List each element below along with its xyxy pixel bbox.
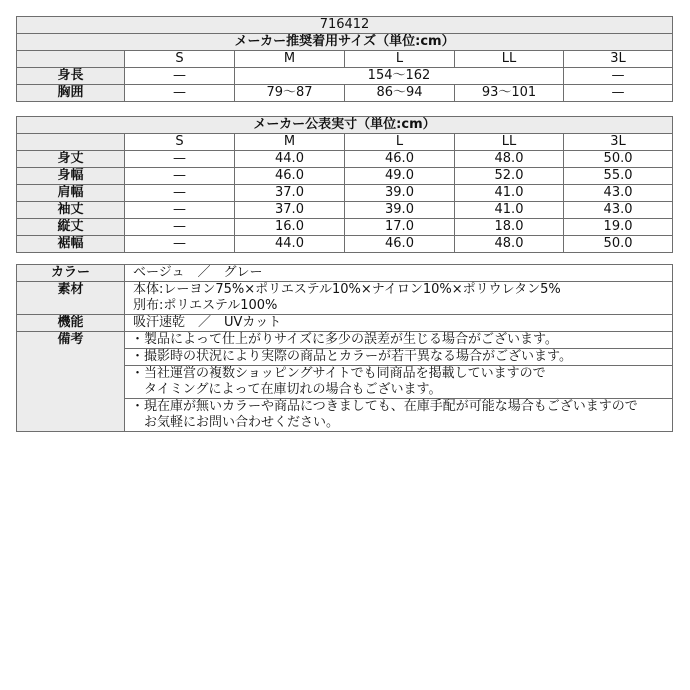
spec-table: [16, 264, 673, 432]
measure-value: 18.0: [455, 219, 564, 236]
note-line: タイミングによって在庫切れの場合もございます。: [131, 382, 442, 397]
measured-size-table: [16, 116, 673, 253]
measure-value: 44.0: [235, 236, 345, 253]
material-line: 別布:ポリエステル100%: [133, 298, 278, 313]
size-header: L: [345, 51, 455, 68]
measure-value: 16.0: [235, 219, 345, 236]
measure-value: 55.0: [564, 168, 673, 185]
height-range: 154〜162: [235, 68, 564, 85]
spec-value-color: ベージュ ／ グレー: [125, 265, 673, 282]
table-row: [17, 168, 673, 185]
measure-value: —: [125, 202, 235, 219]
spec-value-material: [125, 282, 673, 315]
measure-value: 17.0: [345, 219, 455, 236]
note-item: [125, 332, 673, 349]
measure-value: 41.0: [455, 202, 564, 219]
spec-label-notes: 備考: [17, 332, 125, 432]
measure-value: 50.0: [564, 151, 673, 168]
row-label-height: 身長: [17, 68, 125, 85]
note-line: ・製品によって仕上がりサイズに多少の誤差が生じる場合がございます。: [131, 332, 558, 347]
header-blank: [17, 51, 125, 68]
chest-value: —: [125, 85, 235, 102]
spec-value-function: 吸汗速乾 ／ UVカット: [125, 315, 673, 332]
row-label: 身幅: [17, 168, 125, 185]
measure-value: 37.0: [235, 202, 345, 219]
height-s: —: [125, 68, 235, 85]
note-line: ・撮影時の状況により実際の商品とカラーが若干異なる場合がございます。: [131, 349, 572, 364]
measure-value: —: [125, 185, 235, 202]
measure-value: 43.0: [564, 202, 673, 219]
header-blank: [17, 134, 125, 151]
measure-value: 43.0: [564, 185, 673, 202]
table-row: [17, 236, 673, 253]
measure-value: 46.0: [235, 168, 345, 185]
size-header: M: [235, 51, 345, 68]
measure-value: 19.0: [564, 219, 673, 236]
chest-value: 93〜101: [455, 85, 564, 102]
recommended-title: メーカー推奨着用サイズ（単位:cm）: [17, 34, 673, 51]
spec-label-material: 素材: [17, 282, 125, 315]
row-label-chest: 胸囲: [17, 85, 125, 102]
row-label: 袖丈: [17, 202, 125, 219]
chest-value: 79〜87: [235, 85, 345, 102]
measure-value: 49.0: [345, 168, 455, 185]
measure-value: —: [125, 236, 235, 253]
measure-value: 44.0: [235, 151, 345, 168]
spec-label-color: カラー: [17, 265, 125, 282]
size-header: M: [235, 134, 345, 151]
row-label: 裾幅: [17, 236, 125, 253]
measure-value: 39.0: [345, 185, 455, 202]
measured-title: メーカー公表実寸（単位:cm）: [17, 117, 673, 134]
note-line: お気軽にお問い合わせください。: [131, 415, 340, 430]
size-header: 3L: [564, 51, 673, 68]
measure-value: —: [125, 151, 235, 168]
size-header: L: [345, 134, 455, 151]
measure-value: —: [125, 219, 235, 236]
spec-label-function: 機能: [17, 315, 125, 332]
note-line: ・当社運営の複数ショッピングサイトでも同商品を掲載していますので: [131, 366, 546, 381]
size-header: LL: [455, 134, 564, 151]
measure-value: —: [125, 168, 235, 185]
row-label: 身丈: [17, 151, 125, 168]
note-item: [125, 366, 673, 399]
size-header: S: [125, 51, 235, 68]
table-row: [17, 202, 673, 219]
recommended-size-table: [16, 16, 673, 102]
height-3l: —: [564, 68, 673, 85]
table-row: [17, 151, 673, 168]
note-item: [125, 399, 673, 432]
material-line: 本体:レーヨン75%×ポリエステル10%×ナイロン10%×ポリウレタン5%: [133, 282, 561, 297]
measure-value: 39.0: [345, 202, 455, 219]
note-item: [125, 349, 673, 366]
measure-value: 46.0: [345, 151, 455, 168]
row-label: 肩幅: [17, 185, 125, 202]
chest-value: —: [564, 85, 673, 102]
measure-value: 48.0: [455, 236, 564, 253]
table-row: [17, 219, 673, 236]
measure-value: 37.0: [235, 185, 345, 202]
measure-value: 46.0: [345, 236, 455, 253]
measure-value: 48.0: [455, 151, 564, 168]
measure-value: 50.0: [564, 236, 673, 253]
size-header: S: [125, 134, 235, 151]
size-header: LL: [455, 51, 564, 68]
product-code: 716412: [17, 17, 673, 34]
measure-value: 52.0: [455, 168, 564, 185]
chest-value: 86〜94: [345, 85, 455, 102]
note-line: ・現在庫が無いカラーや商品につきましても、在庫手配が可能な場合もございますので: [131, 399, 638, 414]
size-header: 3L: [564, 134, 673, 151]
row-label: 縦丈: [17, 219, 125, 236]
table-row: [17, 185, 673, 202]
measure-value: 41.0: [455, 185, 564, 202]
